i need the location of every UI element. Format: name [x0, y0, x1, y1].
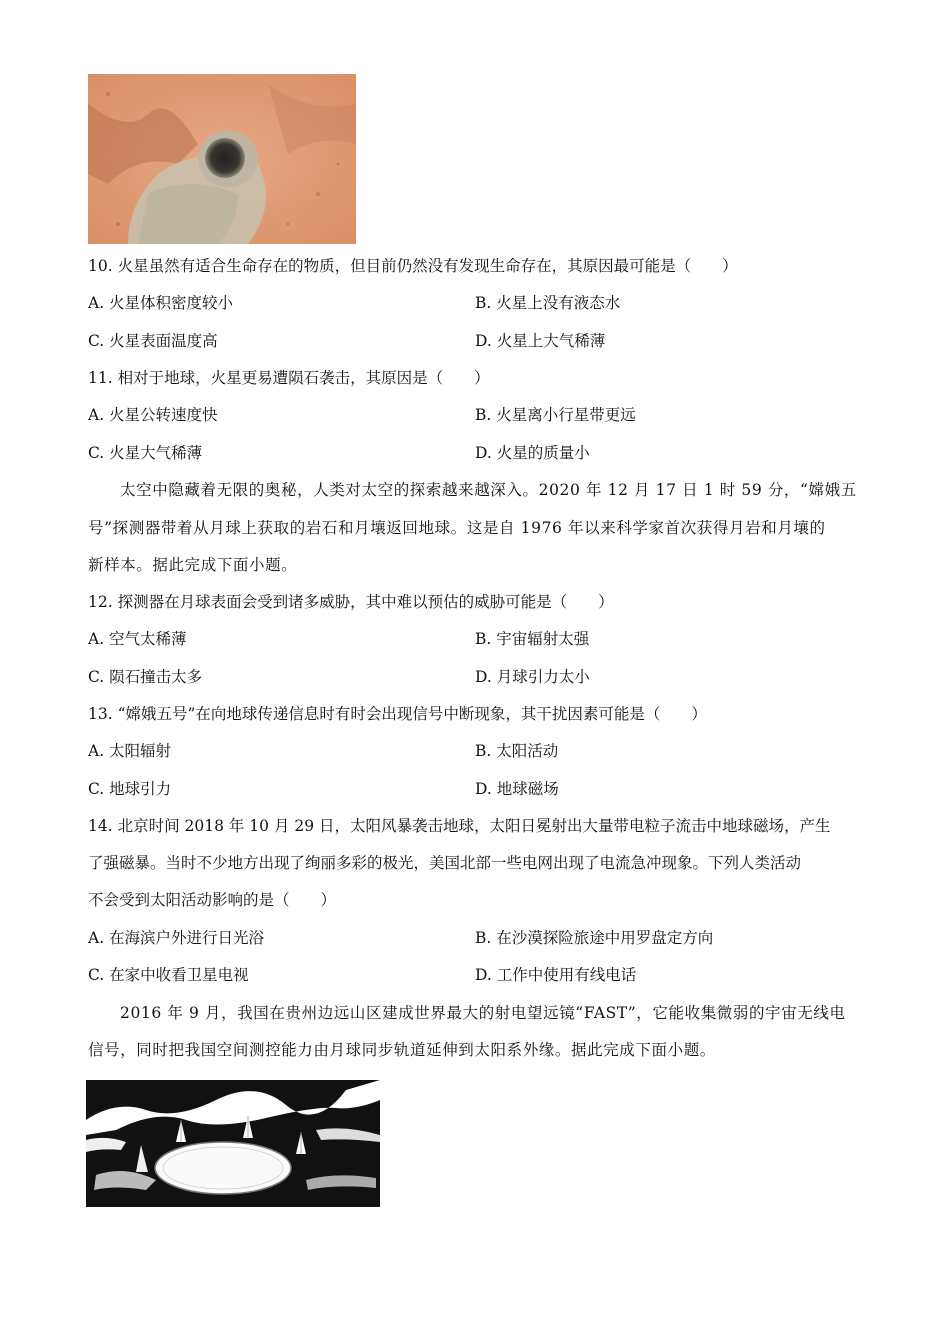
question-11-option-a: A. 火星公转速度快: [88, 406, 218, 424]
question-13-option-b: B. 太阳活动: [475, 742, 559, 760]
question-14-option-b: B. 在沙漠探险旅途中用罗盘定方向: [475, 929, 714, 947]
passage-change5-line-2: 号”探测器带着从月球上获取的岩石和月壤返回地球。这是自 1976 年以来科学家首次获得月岩和月壤的: [88, 519, 826, 537]
question-13-stem: 13. “嫦娥五号”在向地球传递信息时有时会出现信号中断现象，其干扰因素可能是（ ）: [88, 705, 707, 723]
passage-change5-line-1: 太空中隐藏着无限的奥秘，人类对太空的探索越来越深入。2020 年 12 月 17 日 1 时 59 分，“嫦娥五: [120, 481, 857, 499]
question-13-option-c: C. 地球引力: [88, 780, 172, 798]
question-12-option-d: D. 月球引力太小: [475, 668, 590, 686]
mars-drill-hole-photo: [88, 74, 356, 244]
question-10-stem: 10. 火星虽然有适合生命存在的物质，但目前仍然没有发现生命存在，其原因最可能是（ ）: [88, 257, 738, 275]
question-11-stem: 11. 相对于地球，火星更易遭陨石袭击，其原因是（ ）: [88, 369, 490, 387]
question-13-option-a: A. 太阳辐射: [88, 742, 172, 760]
passage-fast-line-2: 信号，同时把我国空间测控能力由月球同步轨道延伸到太阳系外缘。据此完成下面小题。: [88, 1041, 716, 1059]
question-14-stem-line-3: 不会受到太阳活动影响的是（ ）: [88, 891, 337, 909]
question-14-stem-line-1: 14. 北京时间 2018 年 10 月 29 日，太阳风暴袭击地球，太阳日冕射出大量带电粒子流击中地球磁场，产生: [88, 817, 831, 835]
question-13-option-d: D. 地球磁场: [475, 780, 559, 798]
question-12-option-c: C. 陨石撞击太多: [88, 668, 203, 686]
passage-fast-line-1: 2016 年 9 月，我国在贵州边远山区建成世界最大的射电望远镜“FAST”，它能收集微弱的宇宙无线电: [120, 1004, 846, 1022]
question-10-option-c: C. 火星表面温度高: [88, 332, 218, 350]
question-14-option-c: C. 在家中收看卫星电视: [88, 966, 249, 984]
question-10-option-d: D. 火星上大气稀薄: [475, 332, 606, 350]
question-11-option-c: C. 火星大气稀薄: [88, 444, 203, 462]
question-14-option-d: D. 工作中使用有线电话: [475, 966, 637, 984]
question-10-option-b: B. 火星上没有液态水: [475, 294, 621, 312]
question-10-option-a: A. 火星体积密度较小: [88, 294, 234, 312]
question-11-option-d: D. 火星的质量小: [475, 444, 590, 462]
question-12-option-b: B. 宇宙辐射太强: [475, 630, 590, 648]
question-11-option-b: B. 火星离小行星带更远: [475, 406, 636, 424]
fast-radio-telescope-photo: [86, 1080, 380, 1207]
passage-change5-line-3: 新样本。据此完成下面小题。: [88, 556, 298, 574]
question-12-stem: 12. 探测器在月球表面会受到诸多威胁，其中难以预估的威胁可能是（ ）: [88, 593, 614, 611]
question-12-option-a: A. 空气太稀薄: [88, 630, 187, 648]
question-14-option-a: A. 在海滨户外进行日光浴: [88, 929, 265, 947]
question-14-stem-line-2: 了强磁暴。当时不少地方出现了绚丽多彩的极光，美国北部一些电网出现了电流急冲现象。下列人类活动: [88, 854, 802, 872]
